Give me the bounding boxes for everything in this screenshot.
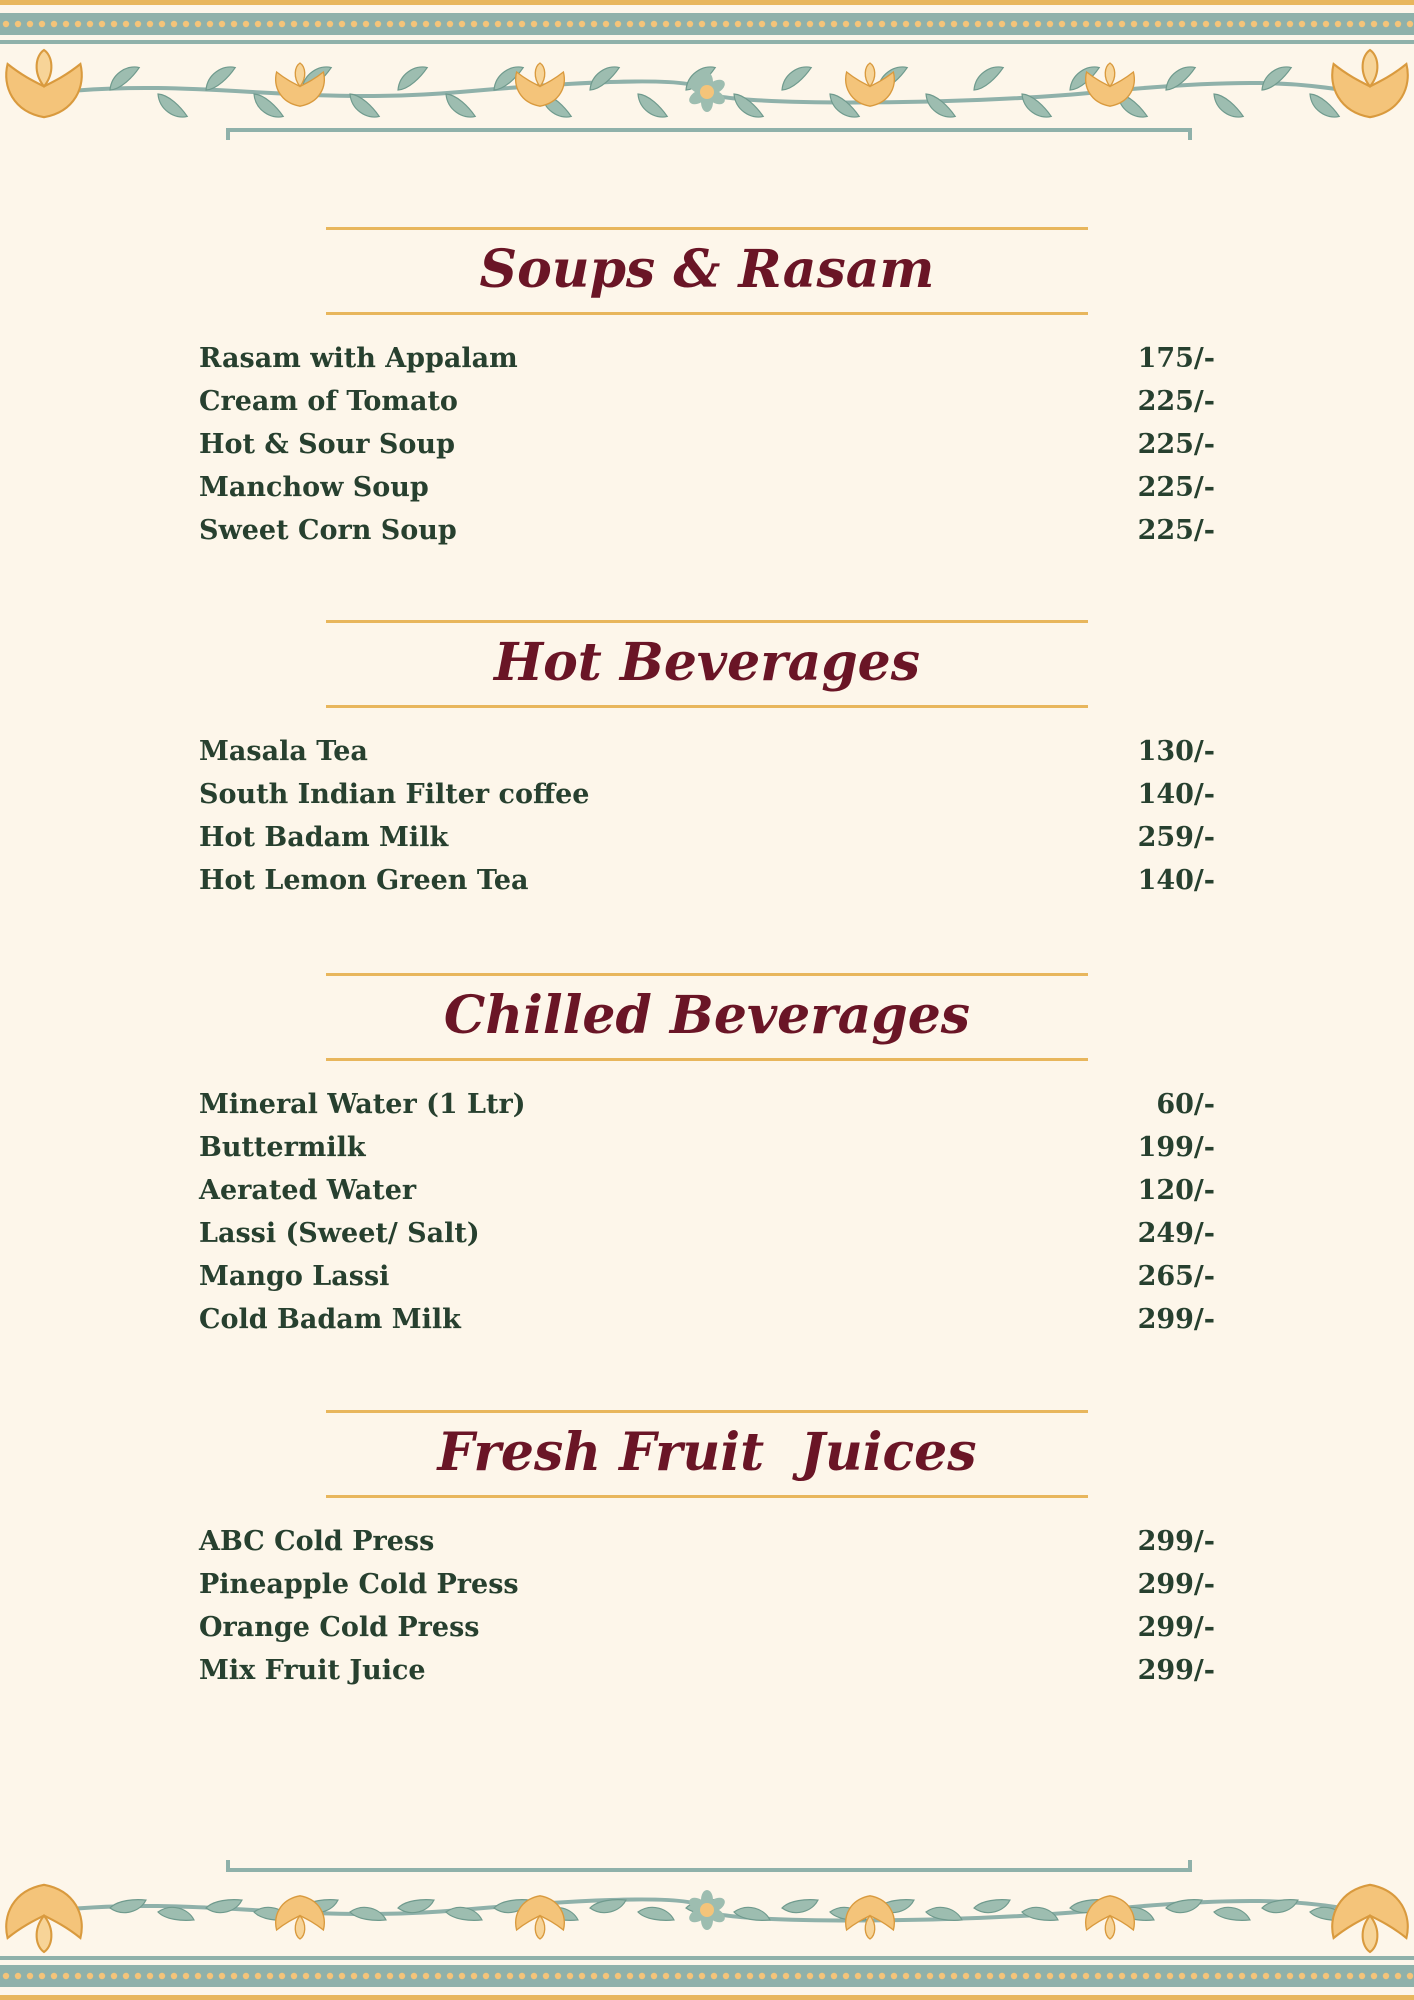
item-price: 225/-: [1137, 472, 1215, 503]
section-heading-block: [199, 973, 1215, 1061]
section-chilled-beverages: [199, 973, 1215, 1347]
heading-rule-bottom: [326, 1495, 1088, 1498]
item-price: 225/-: [1137, 429, 1215, 460]
heading-rule-top: [326, 973, 1088, 976]
item-name: Lassi (Sweet/ Salt): [199, 1218, 480, 1249]
item-price: 265/-: [1137, 1261, 1215, 1292]
menu-item: [199, 822, 1215, 865]
item-price: 299/-: [1137, 1612, 1215, 1643]
heading-rule-bottom: [326, 312, 1088, 315]
item-name: ABC Cold Press: [199, 1526, 435, 1557]
menu-item: [199, 386, 1215, 429]
item-name: Hot & Sour Soup: [199, 429, 455, 460]
heading-rule-bottom: [326, 1058, 1088, 1061]
item-list: [199, 1089, 1215, 1347]
menu-item: [199, 1569, 1215, 1612]
item-name: Mango Lassi: [199, 1261, 390, 1292]
heading-rule-bottom: [326, 705, 1088, 708]
item-price: 299/-: [1137, 1526, 1215, 1557]
menu-item: [199, 472, 1215, 515]
section-title: Chilled Beverages: [443, 985, 971, 1046]
item-price: 259/-: [1137, 822, 1215, 853]
section-title: Fresh Fruit Juices: [437, 1422, 977, 1483]
section-hot-beverages: [199, 620, 1215, 908]
item-list: [199, 343, 1215, 558]
item-name: Orange Cold Press: [199, 1612, 480, 1643]
item-price: 299/-: [1137, 1304, 1215, 1335]
item-name: Cold Badam Milk: [199, 1304, 461, 1335]
section-heading-block: [199, 620, 1215, 708]
menu-item: [199, 1089, 1215, 1132]
item-price: 225/-: [1137, 386, 1215, 417]
item-name: South Indian Filter coffee: [199, 779, 590, 810]
item-name: Hot Lemon Green Tea: [199, 865, 529, 896]
menu-item: [199, 1612, 1215, 1655]
item-name: Rasam with Appalam: [199, 343, 518, 374]
menu-item: [199, 1261, 1215, 1304]
item-name: Mineral Water (1 Ltr): [199, 1089, 526, 1120]
menu-item: [199, 779, 1215, 822]
section-heading-block: [199, 227, 1215, 315]
section-soups-rasam: [199, 227, 1215, 558]
section-title: Hot Beverages: [493, 632, 921, 693]
item-name: Mix Fruit Juice: [199, 1655, 426, 1686]
heading-rule-top: [326, 1410, 1088, 1413]
menu-item: [199, 515, 1215, 558]
item-price: 299/-: [1137, 1655, 1215, 1686]
heading-rule-top: [326, 620, 1088, 623]
section-fresh-fruit-juices: [199, 1410, 1215, 1698]
item-price: 225/-: [1137, 515, 1215, 546]
item-price: 120/-: [1137, 1175, 1215, 1206]
item-name: Hot Badam Milk: [199, 822, 449, 853]
item-name: Sweet Corn Soup: [199, 515, 457, 546]
item-price: 249/-: [1137, 1218, 1215, 1249]
menu-item: [199, 1655, 1215, 1698]
item-name: Cream of Tomato: [199, 386, 458, 417]
item-name: Buttermilk: [199, 1132, 366, 1163]
section-title: Soups & Rasam: [479, 239, 935, 300]
menu-item: [199, 736, 1215, 779]
item-list: [199, 1526, 1215, 1698]
item-list: [199, 736, 1215, 908]
menu-item: [199, 865, 1215, 908]
item-price: 299/-: [1137, 1569, 1215, 1600]
item-name: Pineapple Cold Press: [199, 1569, 519, 1600]
item-price: 60/-: [1156, 1089, 1215, 1120]
item-price: 199/-: [1137, 1132, 1215, 1163]
heading-rule-top: [326, 227, 1088, 230]
menu-item: [199, 1175, 1215, 1218]
menu-item: [199, 1304, 1215, 1347]
menu-item: [199, 429, 1215, 472]
item-price: 140/-: [1137, 865, 1215, 896]
item-price: 175/-: [1137, 343, 1215, 374]
section-heading-block: [199, 1410, 1215, 1498]
menu-item: [199, 343, 1215, 386]
menu-item: [199, 1132, 1215, 1175]
item-name: Manchow Soup: [199, 472, 429, 503]
menu-item: [199, 1526, 1215, 1569]
item-price: 130/-: [1137, 736, 1215, 767]
item-name: Masala Tea: [199, 736, 368, 767]
item-price: 140/-: [1137, 779, 1215, 810]
item-name: Aerated Water: [199, 1175, 417, 1206]
menu-item: [199, 1218, 1215, 1261]
